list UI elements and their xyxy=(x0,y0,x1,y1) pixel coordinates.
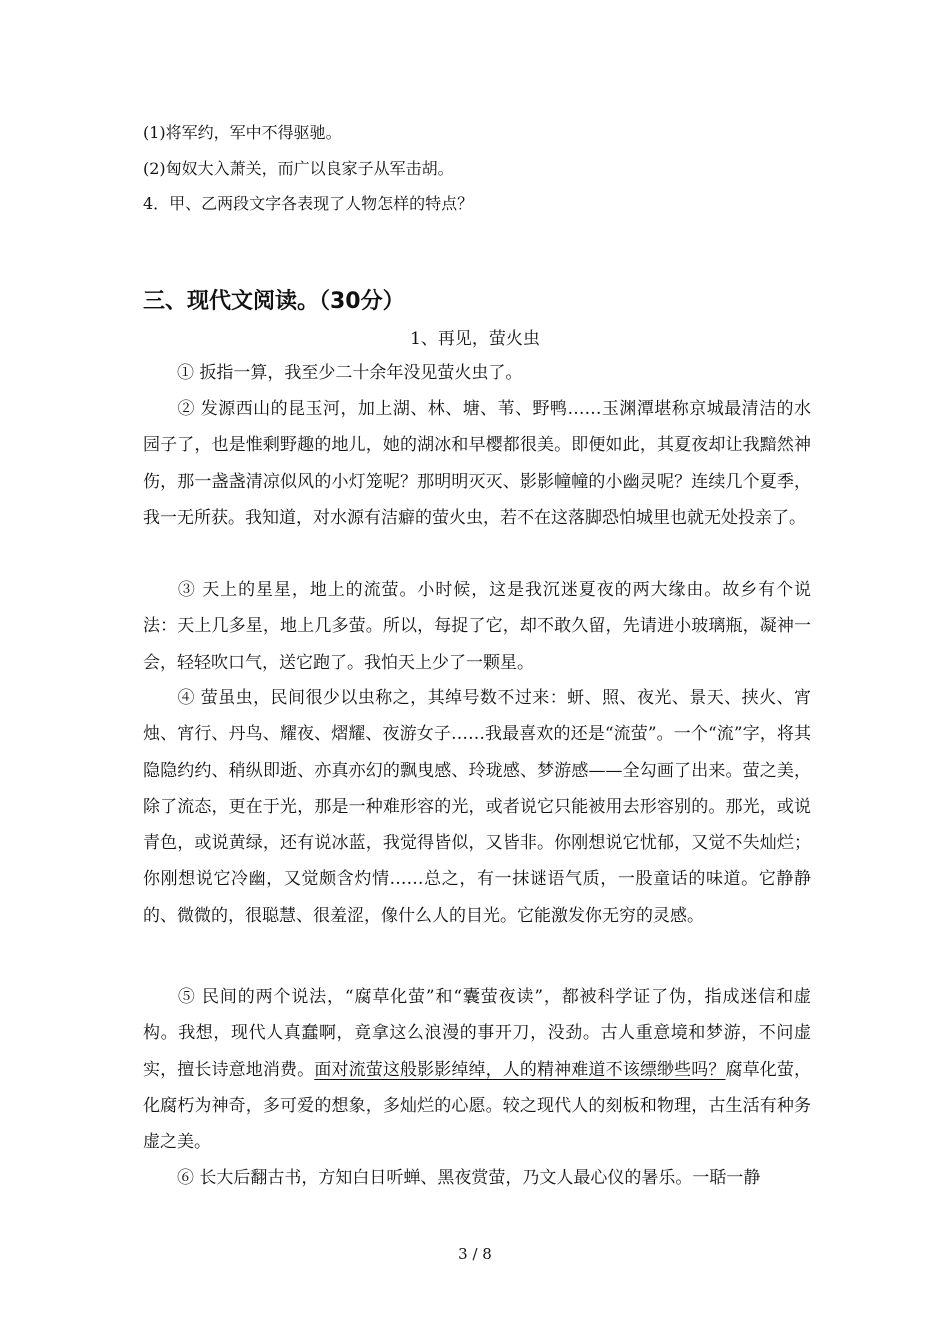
paragraph-text: ④ 萤虽虫，民间很少以虫称之，其绰号数不过来：蚈、照、夜光、景天、挟火、宵烛、宵行、丹鸟、耀夜、熠耀、夜游女子……我最喜欢的还是“流萤”。一个“流”字，将其隐隐约约、稍纵即逝、亦真亦幻的飘曳感、玲珑感、梦游感——全勾画了出来。萤之美，除了流态，更在于光，那是一种难形容的光，或者说它只能被用去形容别的。那光，或说青色，或说黄绿，还有说冰蓝，我觉得皆似，又皆非。你刚想说它忧郁，又觉不失灿烂；你刚想说它冷幽，又觉颇含灼情……总之，有一抹谜语气质，一股童话的味道。它静静的、微微的，很聪慧、很羞涩，像什么人的目光。它能激发你无穷的灵感。 xyxy=(143,688,811,926)
question-line: (1)将军约，军中不得驱驰。 xyxy=(143,123,342,142)
paragraph-1 xyxy=(143,355,811,391)
section-title: 三、现代文阅读。（30分） xyxy=(143,289,405,314)
paragraph-6 xyxy=(143,1160,811,1196)
paragraph-4 xyxy=(143,680,811,934)
paragraph-2 xyxy=(143,391,811,536)
question-line: 4．甲、乙两段文字各表现了人物怎样的特点？ xyxy=(143,194,474,213)
paragraph-5 xyxy=(143,979,811,1160)
paragraph-text: ① 扳指一算，我至少二十余年没见萤火虫了。 xyxy=(177,363,523,383)
paragraph-text: ② 发源西山的昆玉河，加上湖、林、塘、苇、野鸭……玉渊潭堪称京城最清洁的水园子了，也是惟剩野趣的地儿，她的湖冰和早樱都很美。即便如此，其夏夜却让我黯然神伤，那一盏盏清凉似风的小灯笼呢？那明明灭灭、影影幢幢的小幽灵呢？连续几个夏季，我一无所获。我知道，对水源有洁癖的萤火虫，若不在这落脚恐怕城里也就无处投亲了。 xyxy=(143,399,811,528)
paragraph-3 xyxy=(143,572,811,681)
paragraph-text: ⑤ 民间的两个说法，“腐草化萤”和“囊萤夜读”，都被科学证了伪，指成迷信和虚构。我想，现代人真蠢啊，竟拿这么浪漫的事开刀，没劲。古人重意境和梦游，不问虚实，擅长诗意地消费。 xyxy=(143,987,811,1080)
question-line: (2)匈奴大入萧关，而广以良家子从军击胡。 xyxy=(143,159,454,178)
underlined-sentence: 面对流萤这般影影绰绰，人的精神难道不该缥缈些吗？ xyxy=(314,1059,726,1080)
paragraph-text: 腐草化萤，化腐朽为神奇，多可爱的想象，多灿烂的心愿。较之现代人的刻板和物理，古生活有种务虚之美。 xyxy=(143,1059,812,1153)
article-title: 1、再见，萤火虫 xyxy=(410,329,540,349)
page-number: 3 / 8 xyxy=(458,1245,492,1263)
paragraph-text: ⑥ 长大后翻古书，方知白日听蝉、黑夜赏萤，乃文人最心仪的暑乐。一聒一静 xyxy=(177,1168,761,1188)
paragraph-text: ③ 天上的星星，地上的流萤。小时候，这是我沉迷夏夜的两大缘由。故乡有个说法：天上几多星，地上几多萤。所以，每捉了它，却不敢久留，先请进小玻璃瓶，凝神一会，轻轻吹口气，送它跑了。我怕天上少了一颗星。 xyxy=(143,580,811,673)
